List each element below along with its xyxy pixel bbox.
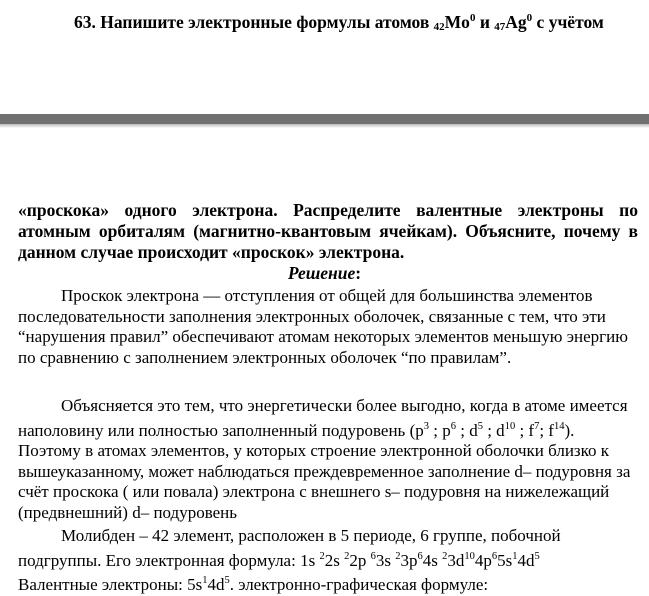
solution-heading	[0, 263, 649, 284]
mo-charge: 0	[469, 12, 476, 24]
p3-text-a: Молибден – 42 элемент, расположен в 5 периоде, 6 группе, побочной подгруппы. Его электронная формула: 1s	[18, 526, 561, 570]
p2-sup-6: 14	[553, 420, 565, 432]
ag-charge: 0	[526, 12, 533, 24]
formula-orbital: 4d	[517, 550, 535, 570]
formula-sup: 1	[512, 550, 518, 562]
formula-orbital: 3s	[375, 550, 396, 570]
solution-paragraph-1: Проскок электрона — отступления от общей для большинства элементов последовательности заполнения электронных оболочек, связанные с тем, что эти “нарушения правил” обеспечивают атомам некоторых элементов меньшую энергию по сравнению с заполнением электронных оболочек “по правилам”.	[18, 286, 628, 367]
p2-text-g: ). Поэтому в атомах элементов, у которых строение электронной оболочки близко к вышеуказанному, может наблюдаться преждевременное заполнение d– подуровня за счёт проскока ( или повала) электрона с внешнего s– подуровня на нижележащий (предвнешний) d– подуровень	[18, 420, 631, 522]
solution-heading-text: Решение	[287, 263, 356, 283]
p2-sup-5: 7	[534, 420, 540, 432]
valence-orbital: 4d	[207, 575, 225, 595]
formula-orbital: 5s	[497, 550, 513, 570]
formula-orbital: 4s	[422, 550, 443, 570]
formula-sup: 6	[370, 550, 376, 562]
p2-sup-1: 3	[423, 420, 429, 432]
formula-sup: 2	[344, 550, 350, 562]
p2-sup-3: 5	[477, 420, 483, 432]
solution-heading-colon: :	[355, 263, 362, 283]
page-divider-shadow	[0, 124, 649, 128]
formula-orbital: 3d	[447, 550, 465, 570]
solution-paragraph-3	[18, 526, 640, 596]
ag-atomic-number: 47	[494, 21, 506, 33]
question-title	[74, 12, 644, 33]
formula-orbital: 2p	[349, 550, 371, 570]
p2-text-c: ; d	[455, 420, 478, 440]
formula-sup: 10	[464, 550, 475, 562]
formula-orbital: 3p	[400, 550, 418, 570]
ag-symbol: Ag	[505, 12, 527, 32]
page-divider	[0, 114, 649, 124]
mo-atomic-number: 42	[433, 21, 445, 33]
formula-sup: 6	[491, 550, 498, 562]
formula-sup: 6	[417, 550, 423, 562]
formula-sup: 2	[319, 550, 325, 562]
valence-sup: 1	[202, 575, 208, 587]
formula-orbital: 2s	[324, 550, 345, 570]
mo-symbol: Mo	[444, 12, 470, 32]
p2-sup-2: 6	[450, 420, 456, 432]
title-text: 63. Напишите электронные формулы атомов	[74, 12, 434, 32]
p2-text-b: ; p	[428, 420, 451, 440]
formula-sup: 5	[534, 550, 540, 562]
title-connector: и	[475, 12, 495, 32]
p2-text-e: ; f	[515, 420, 535, 440]
title-suffix: с учётом	[532, 12, 604, 32]
formula-sup: 2	[442, 550, 448, 562]
solution-paragraph-2	[18, 396, 640, 524]
formula-sup: 2	[395, 550, 401, 562]
p2-sup-4: 10	[504, 420, 516, 432]
p2-text-f: ; f	[539, 420, 554, 440]
p2-text-a: Объясняется это тем, что энергетически более выгодно, когда в атоме имеется наполовину или полностью заполненный подуровень (p	[18, 396, 628, 440]
valence-sup: 5	[224, 575, 230, 587]
valence-text-b: . электронно-графическая формуле:	[229, 575, 489, 595]
question-continuation: «проскока» одного электрона. Распределите валентные электроны по атомным орбиталям (магнитно-квантовым ячейкам). Объясните, почему в данном случае происходит «проскок» электрона.	[18, 200, 638, 262]
formula-orbital: 4p	[474, 550, 492, 570]
valence-text-a: Валентные электроны: 5s	[18, 575, 203, 595]
p2-text-d: ; d	[482, 420, 505, 440]
